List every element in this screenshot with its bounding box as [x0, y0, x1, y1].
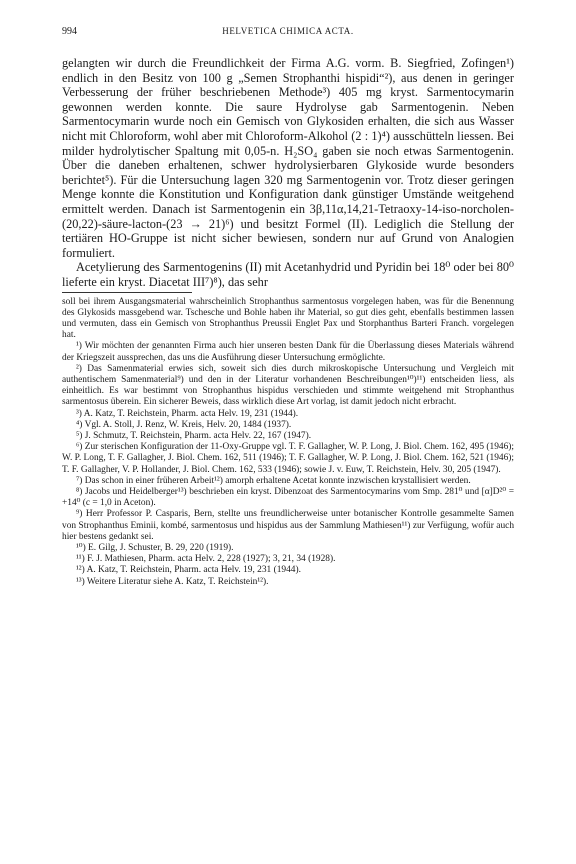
footnote-reference: ⁸) Jacobs und Heidelberger¹³) beschrieben ein kryst. Dibenzoat des Sarmentocymarins vom Smp. 281⁰ und [α]D²⁰ = +14⁰ (c = 1,0 in Aceton).: [62, 486, 514, 509]
footnote-separator: [62, 292, 192, 293]
page-number: 994: [62, 26, 77, 37]
footnote-reference: ¹²) A. Katz, T. Reichstein, Pharm. acta Helv. 19, 231 (1944).: [76, 565, 301, 576]
footnote-reference: ¹¹) F. J. Mathiesen, Pharm. acta Helv. 2, 228 (1927); 3, 21, 34 (1928).: [76, 554, 336, 565]
footnote-reference: ³) A. Katz, T. Reichstein, Pharm. acta Helv. 19, 231 (1944).: [76, 408, 299, 419]
body-paragraph: Acetylierung des Sarmentogenins (II) mit Acetanhydrid und Pyridin bei 18⁰ oder bei 80⁰ lieferte ein kryst. Diacetat III⁷)⁸), das sehr: [62, 260, 514, 289]
footnote-reference: ⁶) Zur sterischen Konfiguration der 11-Oxy-Gruppe vgl. T. F. Gallagher, W. P. Long, J. Biol. Chem. 162, 495 (1946); W. P. Long, T. F. Gallagher, J. Biol. Chem. 162, 511 (1946); T. F. Gallagher, W. P. Long, J. Biol. Chem. 162, 521 (1946); T. F. Gallagher, V. P. Hollander, J. Biol. Chem. 162, 533 (1946); sowie J. v. Euw, T. Reichstein, Helv. 30, 205 (1947).: [62, 442, 514, 475]
footnote: ¹) Wir möchten der genannten Firma auch hier unseren besten Dank für die Überlassung dieses Materials während der Kriegszeit aussprechen, das uns die Ausführung dieser Untersuchung ermöglichte.: [62, 341, 514, 363]
footnote-reference: ¹³) Weitere Literatur siehe A. Katz, T. Reichstein¹²).: [76, 576, 269, 587]
body-paragraph: gelangten wir durch die Freundlichkeit der Firma A.G. vorm. B. Siegfried, Zofingen¹) endlich in den Besitz von 100 g „Semen Strophanthi hispidi“²), aus denen in geringer Verbesserung der früher beschriebenen Methode³) 405 mg kryst. Sarmentocymarin gewonnen werden konnte. Die saure Hydrolyse gab Sarmentogenin. Neben Sarmentocymarin wurde noch ein Gemisch von Glykosiden erhalten, die sich aus Wasser nicht mit Chloroform, wohl aber mit Chloroform-Alkohol (2 : 1)⁴) ausschütteln liessen. Bei milder hydrolytischer Spaltung mit 0,05-n. H₂SO₄ gaben sie noch etwas Sarmentogenin. Über die daneben erhaltenen, schwer hydrolysierbaren Glykoside wurde besonders berichtet⁵). Für die Untersuchung lagen 320 mg Sarmentogenin vor. Trotz dieser geringen Menge konnte die Konstitution und Konfiguration dank günstiger Umstände weitgehend ermittelt werden. Danach ist Sarmentogenin ein 3β,11α,14,21-Tetraoxy-14-iso-norcholen-(20,22)-säure-lacton-(23 → 21)⁶) und besitzt Formel (II). Lediglich die Stellung der tertiären HO-Gruppe ist nicht sicher bewiesen, sondern nur auf Grund von Analogien formuliert.: [62, 56, 514, 260]
footnote-reference: ¹⁰) E. Gilg, J. Schuster, B. 29, 220 (1919).: [76, 542, 234, 553]
paper-page: [62, 26, 514, 588]
body-text: [62, 56, 514, 290]
footnote-reference: ⁷) Das schon in einer früheren Arbeit¹²) amorph erhaltene Acetat konnte inzwischen krystallisiert werden.: [76, 475, 471, 486]
footnote-reference: ⁴) Vgl. A. Stoll, J. Renz, W. Kreis, Helv. 20, 1484 (1937).: [76, 419, 292, 430]
running-title: HELVETICA CHIMICA ACTA.: [222, 26, 354, 36]
footnotes: [62, 297, 514, 588]
footnote-reference: ⁵) J. Schmutz, T. Reichstein, Pharm. acta Helv. 22, 167 (1947).: [76, 430, 312, 441]
footnote-continuation: soll bei ihrem Ausgangsmaterial wahrscheinlich Strophanthus sarmentosus vorgelegen haben, was für die Benennung des Glykosids massgebend war. Tschesche und Bohle haben ihr Material, so gut dies geht, ebenfalls bestimmen lassen und vermuten, dass ein Gemisch von Strophanthus Preussii Englet Pax und Storphanthus Barteri Franch. vorgelegen hat.: [62, 296, 514, 341]
page-header: [62, 26, 514, 42]
footnote-reference: ⁹) Herr Professor P. Casparis, Bern, stellte uns freundlicherweise unter botanischer Kontrolle gesammelte Samen von Strophanthus Eminii, kombé, sarmentosus und hispidus aus der Sammlung Mathiesen¹¹) zur Verfügung, wofür auch hier bestens gedankt sei.: [62, 509, 514, 542]
footnote: ²) Das Samenmaterial erwies sich, soweit sich dies durch mikroskopische Untersuchung und Vergleich mit authentischem Samenmaterial⁹) und den in der Literatur vorhandenen Beschreibungen¹⁰)¹¹) entscheiden liess, als einheitlich. Es war bestimmt von Strophanthus hispidus verschieden und stimmte weitgehend mit Strophanthus sarmentosus überein. Ein sicherer Beweis, dass wirklich diese Art vorlag, ist damit jedoch nicht erbracht.: [62, 363, 514, 408]
